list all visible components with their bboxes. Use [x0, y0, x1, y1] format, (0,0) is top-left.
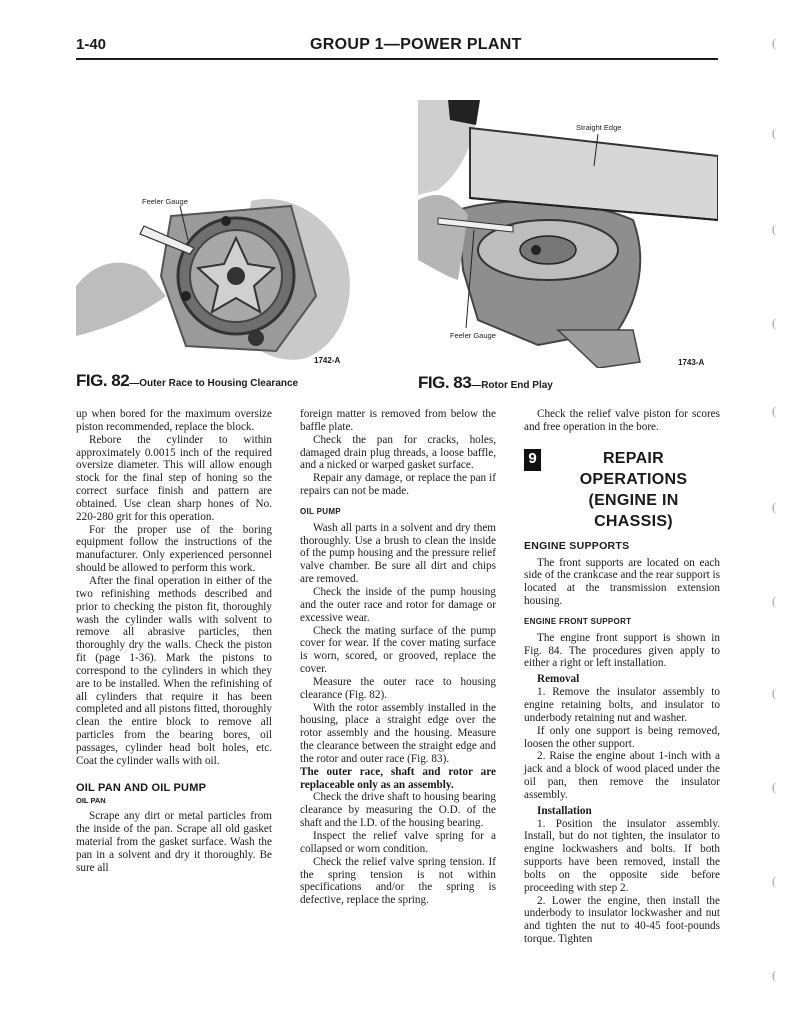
header-rule	[76, 58, 718, 60]
subheading-installation: Installation	[537, 804, 592, 817]
paragraph: Rebore the cylinder to within approximately 0.0015 inch of the required oversize diameter. This will allow enough stock for the final step of honing so the correct surface finish and pattern are obtained. Use clean sharp hones of No. 220-280 grit for this operation.	[76, 433, 272, 523]
page-number: 1-40	[76, 36, 107, 53]
scan-edge-mark: (	[772, 36, 776, 50]
paragraph: up when bored for the maximum oversize piston recommended, replace the block.	[76, 408, 272, 433]
paragraph: 2. Lower the engine, then install the underbody to insulator lockwasher and nut and tighten the nut to 40-45 foot-pounds torque. Tighten	[524, 894, 720, 946]
paragraph: Measure the outer race to housing clearance (Fig. 82).	[300, 675, 496, 701]
paragraph: 1. Remove the insulator assembly to engine retaining bolts, and insulator to underbody retaining nut and washer.	[524, 686, 720, 724]
fig83-callout-straight-edge: Straight Edge	[576, 123, 622, 132]
fig83-callout-feeler-gauge: Feeler Gauge	[450, 331, 496, 340]
subheading-removal: Removal	[537, 673, 580, 686]
paragraph: Wash all parts in a solvent and dry them thoroughly. Use a brush to clean the inside of the pump housing and the pressure relief valve chamber. Be sure all dirt and chips are removed.	[300, 521, 496, 586]
subheading-oil-pan: OIL PAN	[76, 796, 106, 806]
paragraph: Check the relief valve spring tension. If the spring tension is not within specifications and/or the spring is defective, replace the spring.	[300, 855, 496, 907]
paragraph: foreign matter is removed from below the baffle plate.	[300, 408, 496, 433]
fig83-caption-text: —Rotor End Play	[471, 380, 553, 391]
fig82-photo	[76, 176, 354, 366]
fig83-photo	[418, 100, 718, 368]
paragraph: Inspect the relief valve spring for a collapsed or worn condition.	[300, 830, 496, 855]
scan-edge-mark: (	[772, 780, 776, 794]
scan-edge-mark: (	[772, 222, 776, 236]
text-column-1	[76, 408, 272, 875]
paragraph: After the final operation in either of the two refinishing methods described and prior to checking the piston fit, thoroughly wash the cylinder walls with solvent to remove all abrasive particles, then thoroughly dry the walls. Check the piston fit (page 1-36). Mark the pistons to correspond to the cylinders in which they are to be installed. When the refinishing of all cylinders that require it has been completed and all pistons fitted, thoroughly clean the entire block to remove all particles from the bearing bores, oil passages, cylinder head bolt holes, etc. Coat the cylinder walls with oil.	[76, 574, 272, 767]
subheading-engine-front-support: ENGINE FRONT SUPPORT	[524, 616, 632, 626]
section-title	[547, 448, 720, 532]
paragraph: Repair any damage, or replace the pan if repairs can not be made.	[300, 472, 496, 498]
scan-edge-mark: (	[772, 500, 776, 514]
paragraph: Check the mating surface of the pump cover for wear. If the cover mating surface is worn, scored, or grooved, replace the cover.	[300, 624, 496, 676]
section-header	[524, 448, 720, 532]
paragraph: Check the drive shaft to housing bearing clearance by measuring the O.D. of the shaft and the I.D. of the housing bearing.	[300, 791, 496, 830]
scan-edge-mark: (	[772, 874, 776, 888]
subheading-oil-pump: OIL PUMP	[300, 506, 341, 516]
scan-edge-mark: (	[772, 126, 776, 140]
fig82-caption	[76, 371, 298, 391]
paragraph: Check the pan for cracks, holes, damaged drain plug threads, a loose baffle, and a nicked or warped gasket surface.	[300, 433, 496, 472]
section-number-badge: 9	[524, 449, 541, 471]
fig82-number: FIG. 82	[76, 371, 130, 390]
group-title: GROUP 1—POWER PLANT	[310, 36, 522, 53]
paragraph: Scrape any dirt or metal particles from the inside of the pan. Scrape all old gasket material from the gasket surface. Wash the pan in a solvent and dry it thoroughly. Be sure all	[76, 810, 272, 874]
scan-edge-mark: (	[772, 686, 776, 700]
paragraph: The engine front support is shown in Fig. 84. The procedures given apply to either a right or left installation.	[524, 631, 720, 670]
paragraph: For the proper use of the boring equipment follow the instructions of the manufacturer. Only experienced personnel should be allowed to perform this work.	[76, 523, 272, 575]
fig82-caption-text: —Outer Race to Housing Clearance	[129, 378, 299, 389]
fig83-number: FIG. 83	[418, 373, 472, 392]
section-title-line-1: REPAIR OPERATIONS	[579, 449, 688, 488]
scan-edge-mark: (	[772, 316, 776, 330]
section-title-line-2: (ENGINE IN CHASSIS)	[588, 491, 679, 530]
paragraph: Check the inside of the pump housing and the outer race and rotor for damage or excessive wear.	[300, 585, 496, 624]
text-column-2	[300, 408, 496, 907]
fig82-callout-feeler-gauge: Feeler Gauge	[142, 197, 188, 206]
section-heading-oil-pan-and-oil-pump: OIL PAN AND OIL PUMP	[76, 781, 207, 794]
fig83-caption	[418, 373, 553, 393]
paragraph-emphasis: The outer race, shaft and rotor are replaceable only as an assembly.	[300, 765, 496, 791]
heading-engine-supports: ENGINE SUPPORTS	[524, 539, 630, 552]
paragraph: If only one support is being removed, loosen the other support.	[524, 724, 720, 750]
fig83-code: 1743-A	[678, 358, 705, 367]
fig82-code: 1742-A	[314, 356, 341, 365]
paragraph: 2. Raise the engine about 1-inch with a jack and a block of wood placed under the oil pan, then remove the insulator assembly.	[524, 750, 720, 801]
scan-edge-mark: (	[772, 968, 776, 982]
paragraph: The front supports are located on each side of the crankcase and the rear support is located at the transmission extension housing.	[524, 556, 720, 608]
paragraph: Check the relief valve piston for scores and free operation in the bore.	[524, 408, 720, 433]
paragraph: 1. Position the insulator assembly. Install, but do not tighten, the insulator to engine lockwashers and bolts. If both supports have been removed, install the bolts on the opposite side before proceeding with step 2.	[524, 817, 720, 894]
paragraph: With the rotor assembly installed in the housing, place a straight edge over the rotor assembly and the housing. Measure the clearance between the straight edge and the rotor and outer race (Fig. 83).	[300, 701, 496, 765]
scan-edge-mark: (	[772, 404, 776, 418]
scan-edge-mark: (	[772, 594, 776, 608]
text-column-3	[524, 408, 720, 946]
